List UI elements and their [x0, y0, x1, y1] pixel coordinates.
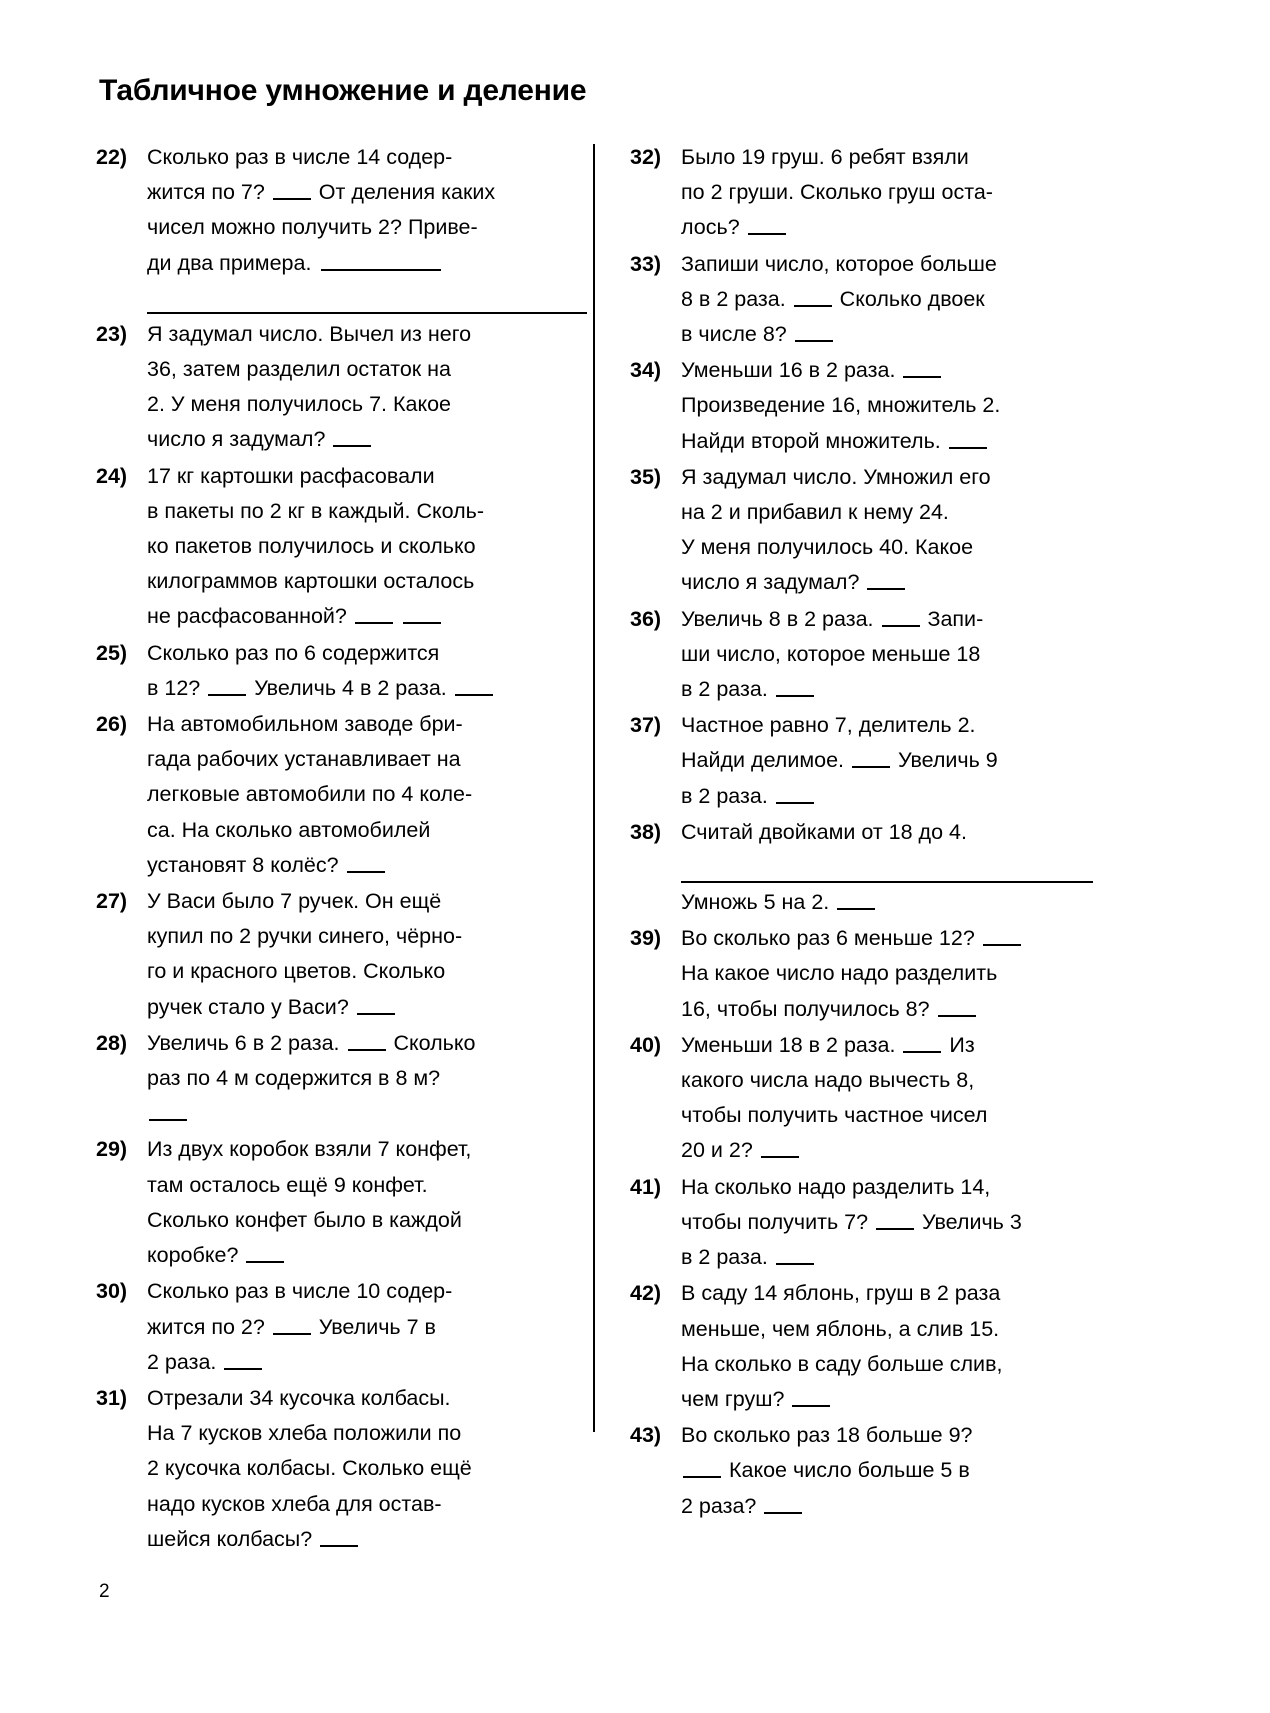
answer-blank-line[interactable] [147, 281, 587, 314]
exercise-text [681, 815, 1093, 920]
answer-blank[interactable] [208, 677, 246, 696]
exercise-text [681, 602, 1093, 708]
exercise-line: Произведение 16, множитель 2. [681, 393, 1001, 418]
exercise-line: Я задумал число. Умножил его [681, 464, 991, 489]
exercise-number: 33) [630, 251, 662, 276]
answer-blank[interactable] [903, 1034, 941, 1053]
answer-blank[interactable] [246, 1244, 284, 1263]
exercise-text [681, 1276, 1093, 1417]
exercise-number: 35) [630, 464, 662, 489]
answer-blank[interactable] [321, 252, 441, 271]
exercise-number: 26) [96, 712, 128, 737]
exercise-item [629, 1418, 1093, 1524]
exercise-number: 28) [96, 1030, 128, 1055]
exercise-line: са. На сколько автомобилей [147, 817, 431, 842]
exercise-line: чем груш? [681, 1382, 1093, 1417]
exercise-item [95, 707, 587, 883]
exercise-item [95, 1274, 587, 1380]
exercise-text [147, 317, 587, 458]
exercise-number: 32) [630, 145, 662, 169]
exercise-line: легковые автомобили по 4 коле- [147, 782, 473, 807]
exercise-line: чисел можно получить 2? Приве- [147, 215, 478, 240]
exercise-item [629, 602, 1093, 708]
exercise-line: ручек стало у Васи? [147, 990, 587, 1025]
exercise-line: число я задумал? [147, 422, 587, 457]
exercise-line: ши число, которое меньше 18 [681, 641, 981, 666]
exercise-line: 2 раза? [681, 1489, 1093, 1524]
exercise-line: шейся колбасы? [147, 1522, 587, 1557]
exercise-text [681, 247, 1093, 353]
answer-blank[interactable] [224, 1351, 262, 1370]
exercise-line: 2 кусочка колбасы. Сколько ещё [147, 1456, 472, 1481]
exercise-item [95, 1026, 587, 1132]
answer-blank[interactable] [792, 1388, 830, 1407]
exercise-text [681, 1170, 1093, 1276]
exercise-text [681, 1028, 1093, 1169]
exercise-text [681, 353, 1093, 459]
exercise-line: купил по 2 ручки синего, чёрно- [147, 924, 463, 949]
exercise-line: коробке? [147, 1238, 587, 1273]
exercise-line: На сколько надо разделить 14, [681, 1174, 991, 1199]
exercise-number: 39) [630, 926, 662, 951]
exercise-item [629, 1276, 1093, 1417]
exercise-line: Уменьши 16 в 2 раза. [681, 353, 1093, 388]
exercise-text [681, 460, 1093, 601]
right-exercise-column [595, 140, 1093, 1525]
exercise-line: 17 кг картошки расфасовали [147, 463, 435, 488]
exercise-number: 42) [630, 1281, 662, 1306]
exercise-line: Из двух коробок взяли 7 конфет, [147, 1137, 472, 1162]
exercise-number: 43) [630, 1423, 662, 1448]
exercise-line: На сколько в саду больше слив, [681, 1351, 1003, 1376]
exercise-number: 41) [630, 1174, 662, 1199]
answer-blank[interactable] [949, 430, 987, 449]
exercise-line: ди два примера. [147, 246, 587, 281]
exercise-number: 34) [630, 358, 662, 383]
exercise-line: раз по 4 м содержится в 8 м? [147, 1066, 441, 1091]
exercise-number: 31) [96, 1385, 128, 1410]
page-number: 2 [99, 1581, 110, 1602]
exercise-line: число я задумал? [681, 565, 1093, 600]
exercise-line: в 2 раза. [681, 1240, 1093, 1275]
exercise-line: Во сколько раз 18 больше 9? [681, 1423, 973, 1448]
exercise-line: У меня получилось 40. Какое [681, 535, 974, 560]
exercise-item [629, 708, 1093, 814]
exercise-number: 38) [630, 819, 662, 844]
answer-blank[interactable] [455, 677, 493, 696]
exercise-item [629, 247, 1093, 353]
exercise-line: по 2 груши. Сколько груш оста- [681, 180, 993, 205]
exercise-item [629, 815, 1093, 920]
answer-blank[interactable] [764, 1495, 802, 1514]
exercise-line: килограммов картошки осталось [147, 569, 475, 594]
exercise-line: там осталось ещё 9 конфет. [147, 1172, 428, 1197]
exercise-line: на 2 и прибавил к нему 24. [681, 500, 949, 525]
exercise-item [629, 921, 1093, 1027]
exercise-line: в пакеты по 2 кг в каждый. Сколь- [147, 498, 485, 523]
exercise-line: Сколько конфет было в каждой [147, 1207, 462, 1232]
exercise-line: В саду 14 яблонь, груш в 2 раза [681, 1281, 1001, 1306]
exercise-text [681, 921, 1093, 1027]
exercise-line: У Васи было 7 ручек. Он ещё [147, 889, 442, 914]
exercise-line: Какое число больше 5 в [681, 1453, 1093, 1488]
exercise-item [95, 459, 587, 635]
answer-blank[interactable] [403, 605, 441, 624]
exercise-line: Умножь 5 на 2. [681, 885, 1093, 920]
exercise-line: го и красного цветов. Сколько [147, 959, 446, 984]
exercise-text [681, 140, 1093, 246]
answer-blank[interactable] [876, 1211, 914, 1230]
exercise-line: жится по 7? От деления каких [147, 180, 496, 205]
exercise-line: Во сколько раз 6 меньше 12? [681, 921, 1093, 956]
answer-blank[interactable] [837, 891, 875, 910]
answer-blank[interactable] [273, 181, 311, 200]
exercise-number: 23) [96, 321, 128, 346]
exercise-columns [95, 140, 1125, 1558]
exercise-text [147, 636, 587, 706]
exercise-text [147, 1132, 587, 1273]
exercise-line: Увеличь 8 в 2 раза. Запи- [681, 606, 984, 631]
exercise-item [629, 1170, 1093, 1276]
exercise-number: 36) [630, 606, 662, 631]
exercise-line: чтобы получить частное чисел [681, 1103, 988, 1128]
answer-blank[interactable] [852, 749, 890, 768]
exercise-line: ко пакетов получилось и сколько [147, 534, 476, 559]
exercise-line: Считай двойками от 18 до 4. [681, 819, 967, 844]
exercise-line: гада рабочих устанавливает на [147, 747, 461, 772]
answer-blank[interactable] [761, 1139, 799, 1158]
exercise-line: Уменьши 18 в 2 раза. Из [681, 1032, 975, 1057]
exercise-line: 20 и 2? [681, 1133, 1093, 1168]
exercise-line: 2. У меня получилось 7. Какое [147, 392, 452, 417]
answer-blank[interactable] [320, 1528, 358, 1547]
answer-blank[interactable] [683, 1459, 721, 1478]
page-title: Табличное умножение и деление [99, 74, 587, 107]
exercise-line: в 2 раза. [681, 672, 1093, 707]
answer-blank[interactable] [348, 1032, 386, 1051]
answer-blank[interactable] [882, 608, 920, 627]
answer-blank[interactable] [333, 428, 371, 447]
exercise-line: чтобы получить 7? Увеличь 3 [681, 1209, 1022, 1234]
exercise-text [147, 707, 587, 883]
exercise-line: 8 в 2 раза. Сколько двоек [681, 286, 985, 311]
answer-blank[interactable] [273, 1316, 311, 1335]
exercise-number: 25) [96, 640, 128, 665]
exercise-line: не расфасованной? [147, 599, 587, 634]
answer-blank[interactable] [149, 1102, 187, 1121]
answer-blank[interactable] [776, 785, 814, 804]
exercise-number: 37) [630, 713, 662, 738]
exercise-line: 36, затем разделил остаток на [147, 357, 452, 382]
exercise-item [629, 140, 1093, 246]
exercise-number: 22) [96, 145, 128, 169]
exercise-line [147, 1096, 587, 1131]
exercise-number: 40) [630, 1032, 662, 1057]
exercise-line: 16, чтобы получилось 8? [681, 992, 1093, 1027]
exercise-item [95, 1132, 587, 1273]
exercise-line: жится по 2? Увеличь 7 в [147, 1314, 436, 1339]
exercise-text [147, 459, 587, 635]
exercise-line: установят 8 колёс? [147, 848, 587, 883]
exercise-number: 30) [96, 1279, 128, 1304]
exercise-item [629, 460, 1093, 601]
answer-blank[interactable] [903, 359, 941, 378]
exercise-line: Частное равно 7, делитель 2. [681, 713, 976, 738]
exercise-item [95, 884, 587, 1025]
exercise-item [95, 140, 587, 316]
answer-blank[interactable] [357, 996, 395, 1015]
exercise-text [681, 708, 1093, 814]
exercise-line: Сколько раз в числе 10 содер- [147, 1279, 453, 1304]
exercise-line: Найди второй множитель. [681, 424, 1093, 459]
answer-blank[interactable] [794, 288, 832, 307]
exercise-line: 2 раза. [147, 1345, 587, 1380]
exercise-line: Найди делимое. Увеличь 9 [681, 748, 998, 773]
answer-blank[interactable] [776, 678, 814, 697]
exercise-item [629, 1028, 1093, 1169]
exercise-line: Запиши число, которое больше [681, 251, 997, 276]
exercise-line: Сколько раз по 6 содержится [147, 640, 440, 665]
exercise-item [95, 317, 587, 458]
exercise-number: 24) [96, 463, 128, 488]
exercise-item [95, 1381, 587, 1557]
exercise-line: какого числа надо вычесть 8, [681, 1068, 975, 1093]
exercise-text [681, 1418, 1093, 1524]
answer-blank[interactable] [983, 927, 1021, 946]
exercise-number: 29) [96, 1137, 128, 1162]
exercise-text [147, 1381, 587, 1557]
exercise-line: Я задумал число. Вычел из него [147, 321, 472, 346]
exercise-text [147, 140, 587, 316]
exercise-line: На 7 кусков хлеба положили по [147, 1421, 462, 1446]
exercise-line: в 12? Увеличь 4 в 2 раза. [147, 671, 587, 706]
answer-blank[interactable] [347, 854, 385, 873]
exercise-line: На автомобильном заводе бри- [147, 712, 463, 737]
answer-blank[interactable] [355, 605, 393, 624]
exercise-line: надо кусков хлеба для остав- [147, 1491, 442, 1516]
answer-blank[interactable] [776, 1246, 814, 1265]
exercise-text [147, 1274, 587, 1380]
exercise-item [95, 636, 587, 706]
exercise-line: Отрезали 34 кусочка колбасы. [147, 1385, 451, 1410]
exercise-item [629, 353, 1093, 459]
exercise-line: На какое число надо разделить [681, 961, 998, 986]
exercise-line: меньше, чем яблонь, а слив 15. [681, 1316, 1000, 1341]
answer-blank[interactable] [867, 571, 905, 590]
exercise-line: лось? [681, 210, 1093, 245]
exercise-line: в числе 8? [681, 317, 1093, 352]
exercise-text [147, 1026, 587, 1132]
answer-blank[interactable] [938, 998, 976, 1017]
exercise-line: Было 19 груш. 6 ребят взяли [681, 145, 969, 169]
exercise-line: Увеличь 6 в 2 раза. Сколько [147, 1030, 476, 1055]
exercise-line: Сколько раз в числе 14 содер- [147, 145, 453, 169]
exercise-number: 27) [96, 889, 128, 914]
left-exercise-column [95, 140, 593, 1558]
answer-blank[interactable] [748, 216, 786, 235]
answer-blank[interactable] [795, 323, 833, 342]
exercise-text [147, 884, 587, 1025]
exercise-line: в 2 раза. [681, 779, 1093, 814]
answer-blank-line[interactable] [681, 850, 1093, 883]
